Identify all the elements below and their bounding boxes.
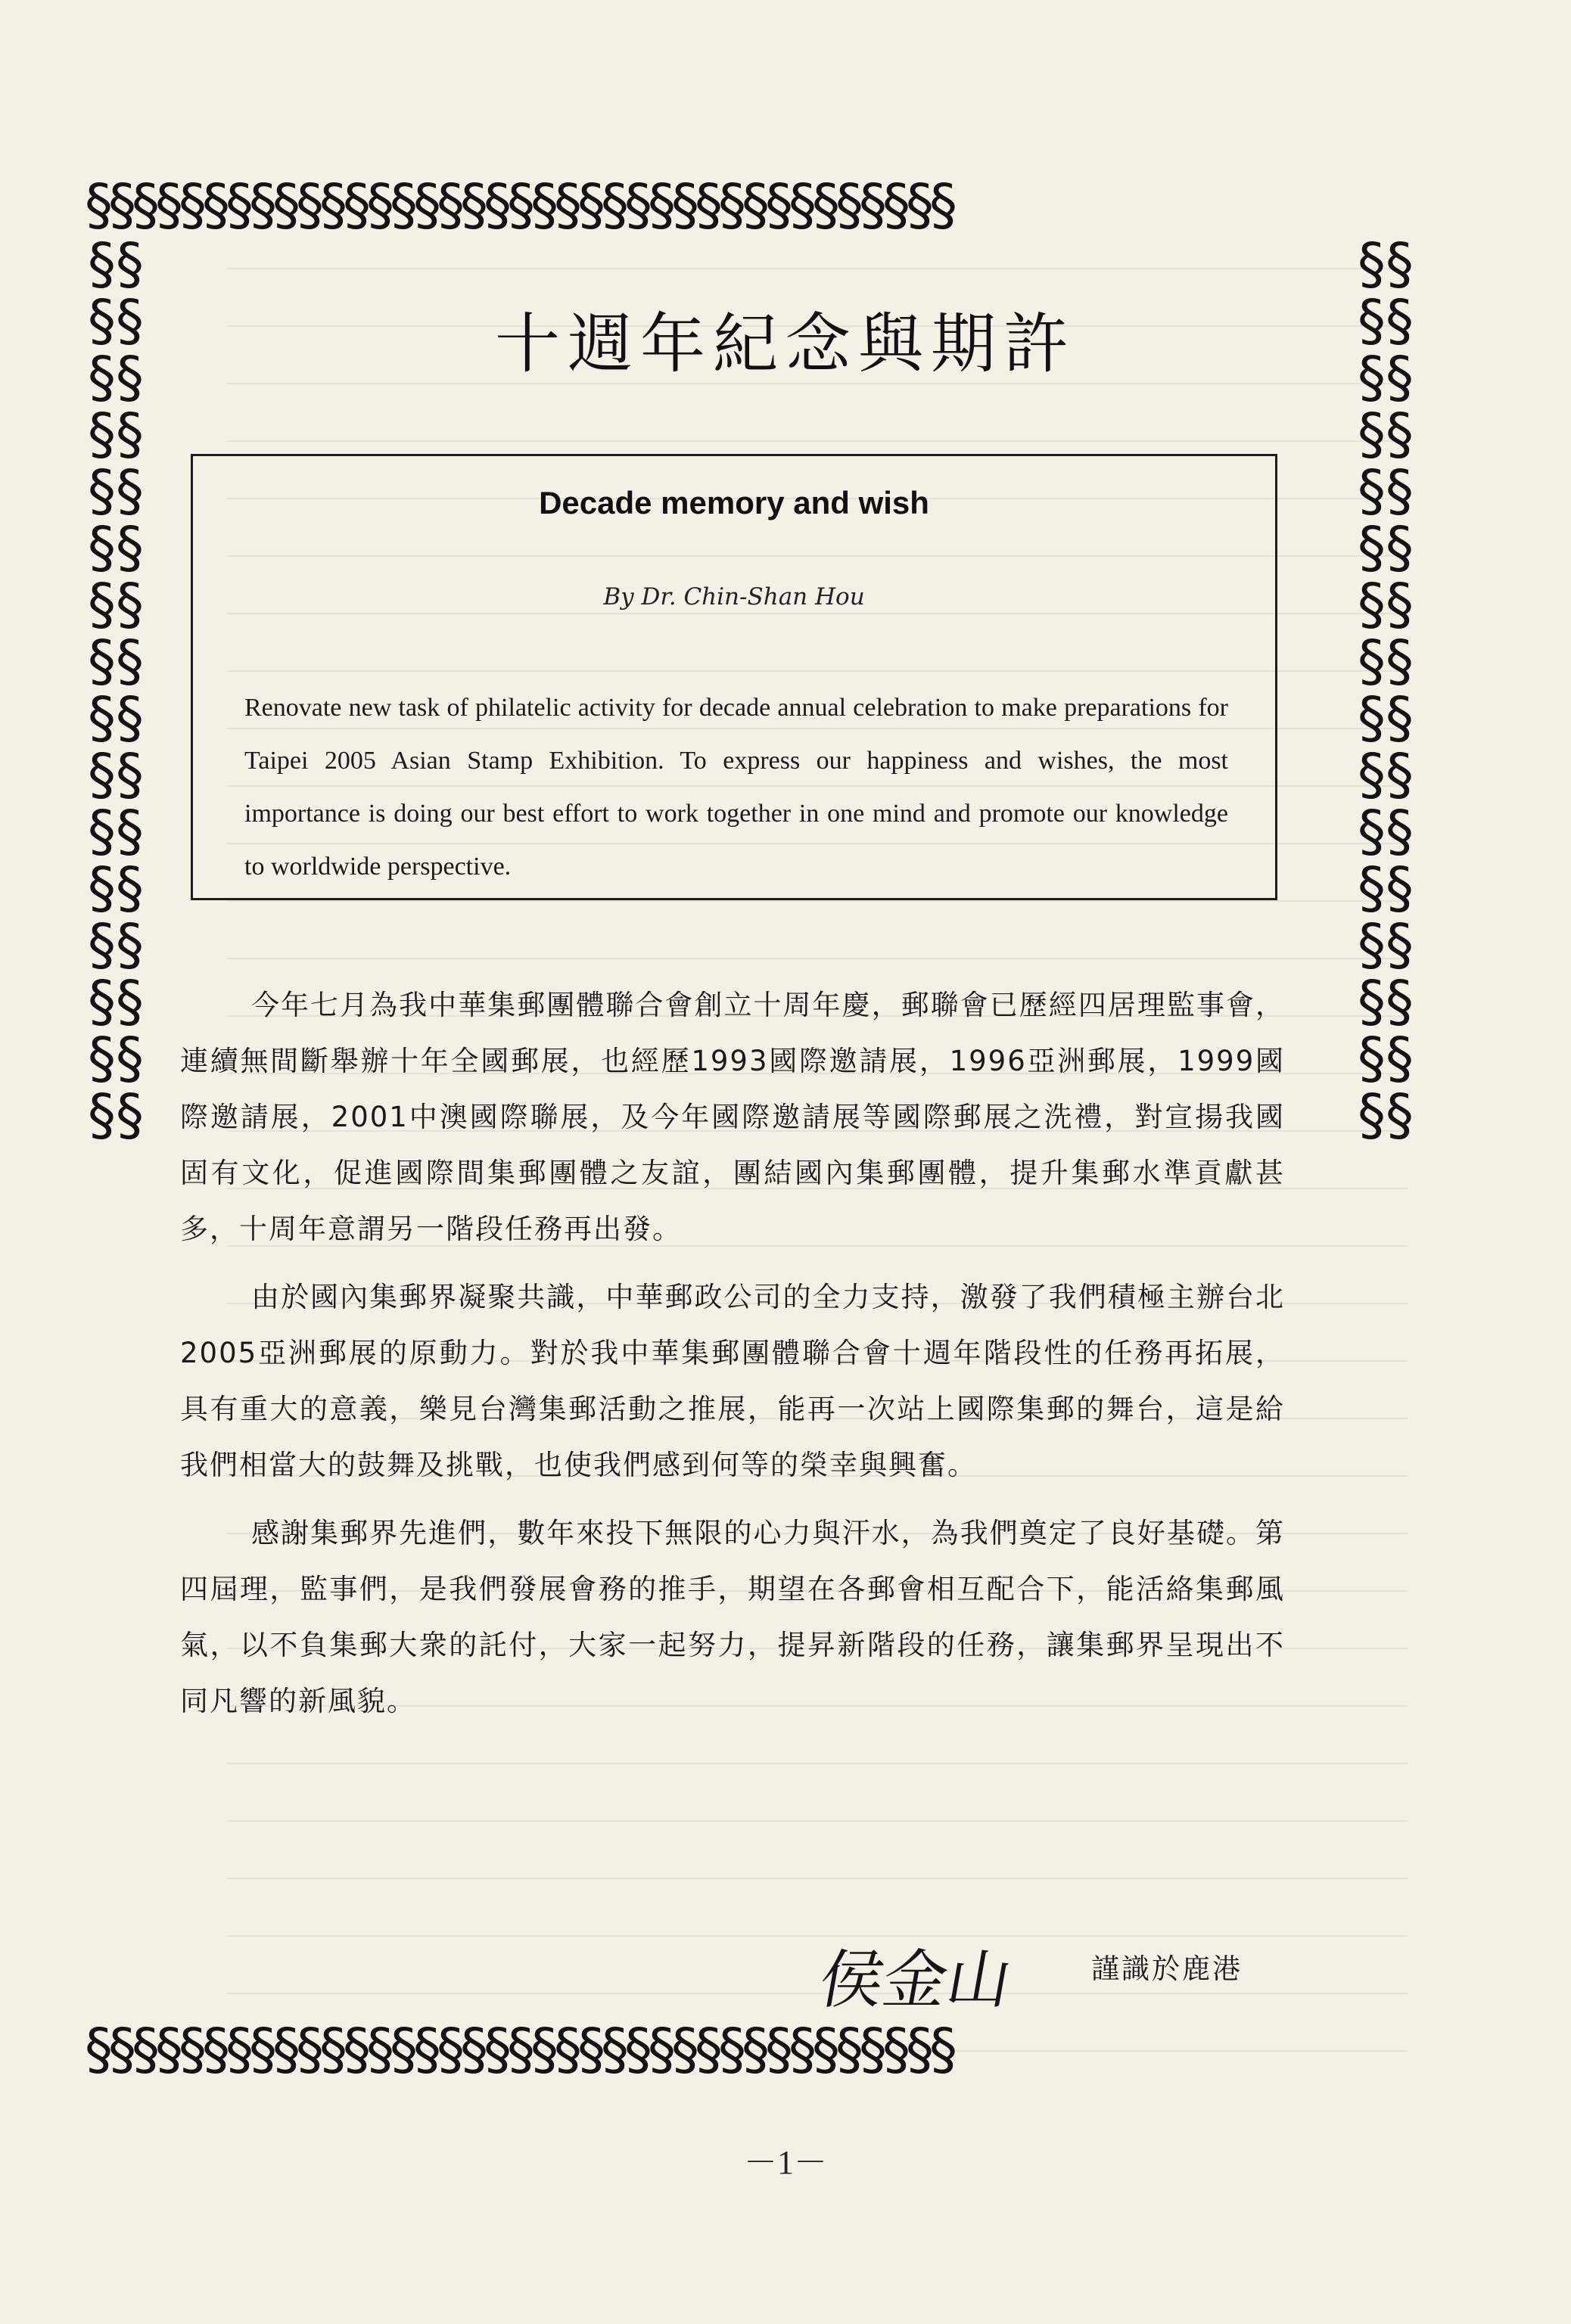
- body-paragraph: 由於國內集郵界凝聚共識，中華郵政公司的全力支持，激發了我們積極主辦台北2005亞洲郵展的原動力。對於我中華集郵團體聯合會十週年階段性的任務再拓展，具有重大的意義，樂見台灣集郵活動之推展，能再一次站上國際集郵的舞台，這是給我們相當大的鼓舞及挑戰，也使我們感到何等的榮幸與興奮。: [180, 1281, 1285, 1481]
- english-summary-box: [191, 454, 1277, 900]
- handwritten-signature: 侯金山: [813, 1943, 1018, 2017]
- body-paragraph: 感謝集郵界先進們，數年來投下無限的心力與汗水，為我們奠定了良好基礎。第四屆理，監事們，是我們發展會務的推手，期望在各郵會相互配合下，能活絡集郵風氣，以不負集郵大衆的託付，大家一起努力，提昇新階段的任務，讓集郵界呈現出不同凡響的新風貌。: [180, 1517, 1285, 1717]
- border-left-band: §§§§§§§§§§§§§§§§§§§§§§§§§§§§§§§§: [88, 236, 144, 1148]
- signature-note: 謹識於鹿港: [1091, 1953, 1243, 1985]
- border-bottom-band: §§§§§§§§§§§§§§§§§§§§§§§§§§§§§§§§§§§§§: [85, 2018, 953, 2080]
- english-abstract: Renovate new task of philatelic activity for decade annual celebration to make preparations for Taipei 2005 Asian Stamp Exhibition. To express our happiness and wishes, the most importance is doing our best effort to work together in one mind and promote our knowledge to worldwide perspective.: [244, 694, 1228, 881]
- article-body: [180, 977, 1285, 1741]
- border-right-band: §§§§§§§§§§§§§§§§§§§§§§§§§§§§§§§§: [1358, 236, 1414, 1148]
- author-byline: By Dr. Chin-Shan Hou: [603, 583, 865, 611]
- body-paragraph: 今年七月為我中華集郵團體聯合會創立十周年慶，郵聯會已歷經四居理監事會，連續無間斷舉辦十年全國郵展，也經歷1993國際邀請展，1996亞洲郵展，1999國際邀請展，2001中澳國際聯展，及今年國際邀請展等國際郵展之洗禮，對宣揚我國固有文化，促進國際間集郵團體之友誼，團結國內集郵團體，提升集郵水準貢獻甚多，十周年意謂另一階段任務再出發。: [180, 989, 1285, 1245]
- article-title-chinese: 十週年紀念與期許: [495, 306, 1076, 382]
- article-title-english: Decade memory and wish: [539, 485, 929, 520]
- border-top-band: §§§§§§§§§§§§§§§§§§§§§§§§§§§§§§§§§§§§§: [85, 174, 953, 236]
- page-number: －1－: [744, 2144, 827, 2181]
